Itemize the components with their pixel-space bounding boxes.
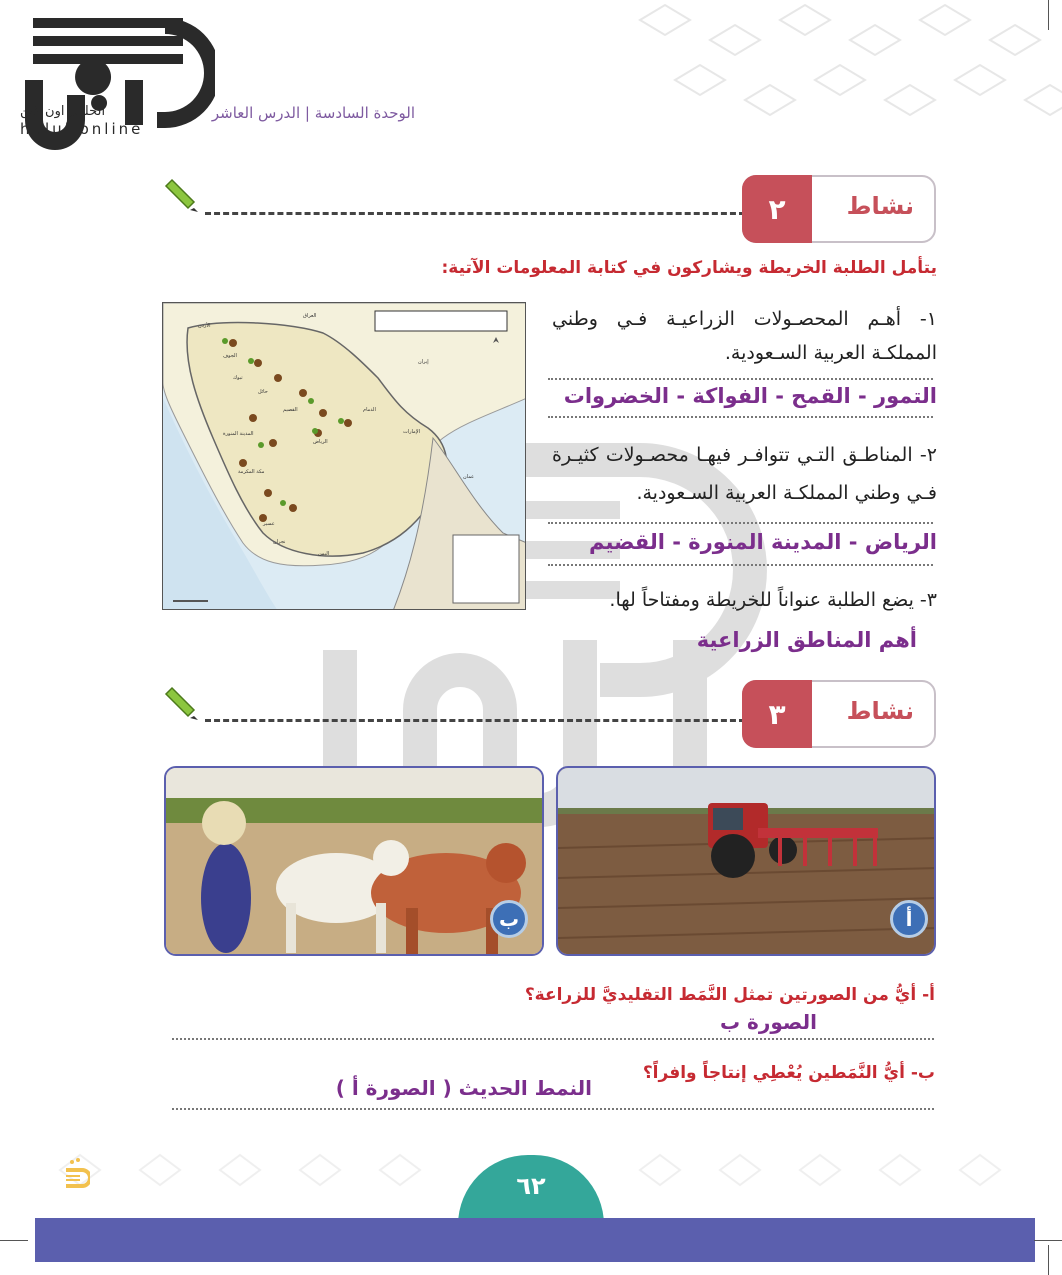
svg-text:القصيم: القصيم bbox=[283, 407, 298, 413]
lesson-title: الوحدة السادسة | الدرس العاشر bbox=[211, 104, 415, 122]
crop-mark bbox=[1034, 1240, 1062, 1241]
activity-number: ٣ bbox=[742, 680, 812, 748]
svg-text:المدينة المنورة: المدينة المنورة bbox=[223, 431, 254, 437]
question-1: ١- أهـم المحصـولات الزراعيـة فـي وطني المملكـة العربية السـعودية. bbox=[552, 308, 937, 364]
crop-mark bbox=[1048, 0, 1049, 30]
photo-traditional-farming bbox=[164, 766, 544, 956]
answer-line-b bbox=[172, 1108, 934, 1110]
saudi-agriculture-map bbox=[162, 302, 526, 610]
svg-text:اليمن: اليمن bbox=[318, 551, 330, 557]
question-3: ٣- يضع الطلبة عنواناً للخريطة ومفتاحاً لها. bbox=[609, 589, 937, 611]
background-pattern bbox=[620, 0, 1062, 150]
activity-2-banner bbox=[742, 175, 936, 243]
photo-a-badge: أ bbox=[890, 900, 928, 938]
answer-3: أهم المناطق الزراعية bbox=[696, 628, 917, 652]
answer-line-a bbox=[172, 1038, 934, 1040]
photo-modern-farming bbox=[556, 766, 936, 956]
question-a: أ- أيُّ من الصورتين تمثل النَّمَط التقليديَّ للزراعة؟ bbox=[524, 985, 935, 1005]
svg-text:تبوك: تبوك bbox=[233, 375, 243, 381]
svg-text:عسير: عسير bbox=[263, 521, 275, 527]
activity-number: ٢ bbox=[742, 175, 812, 243]
svg-text:الجوف: الجوف bbox=[223, 353, 237, 359]
svg-text:الإمارات: الإمارات bbox=[403, 429, 420, 435]
answer-a: الصورة ب bbox=[720, 1010, 817, 1034]
pencil-icon bbox=[164, 176, 200, 212]
logo-subtitle-english: hulul.online bbox=[20, 120, 144, 138]
dashed-separator bbox=[205, 719, 745, 722]
pencil-icon bbox=[164, 684, 200, 720]
activity-3-banner bbox=[742, 680, 936, 748]
activity-label: نشاط bbox=[846, 697, 914, 725]
answer-2: الرياض - المدينة المنورة - القضيم bbox=[589, 530, 937, 554]
svg-text:إيران: إيران bbox=[418, 359, 429, 365]
svg-text:الأردن: الأردن bbox=[198, 323, 211, 329]
dashed-separator bbox=[205, 212, 745, 215]
answer-line-2b bbox=[548, 564, 933, 566]
svg-text:مكة المكرمة: مكة المكرمة bbox=[238, 469, 265, 475]
svg-text:العراق: العراق bbox=[303, 313, 317, 319]
svg-text:نجران: نجران bbox=[273, 539, 286, 545]
logo-subtitle-arabic: الحلول اون لاين bbox=[20, 104, 106, 119]
answer-1: التمور - القمح - الفواكة - الخضروات bbox=[563, 384, 937, 408]
svg-text:حائل: حائل bbox=[258, 389, 268, 395]
activity-instruction: يتأمل الطلبة الخريطة ويشاركون في كتابة المعلومات الآتية: bbox=[441, 258, 937, 278]
answer-line-1 bbox=[548, 378, 933, 380]
question-b: ب- أيُّ النَّمَطين يُعْطِي إنتاجاً وافراً؟ bbox=[642, 1063, 935, 1083]
question-2: ٢- المناطـق التـي تتوافـر فيهـا محصـولات كثيـرة فـي وطني المملكـة العربية السـعودية. bbox=[552, 444, 937, 504]
crop-mark bbox=[0, 1240, 28, 1241]
svg-text:الدمام: الدمام bbox=[363, 407, 376, 413]
photo-b-badge: ب bbox=[490, 900, 528, 938]
activity-label: نشاط bbox=[846, 192, 914, 220]
answer-line-2 bbox=[548, 522, 933, 524]
answer-line-1b bbox=[548, 416, 933, 418]
corner-logo-icon bbox=[62, 1156, 90, 1196]
footer-bar bbox=[35, 1218, 1035, 1262]
crop-mark bbox=[1048, 1245, 1049, 1275]
svg-text:الرياض: الرياض bbox=[313, 439, 328, 445]
page-number: ٦٢ bbox=[516, 1172, 546, 1200]
answer-b: النمط الحديث ( الصورة أ ) bbox=[335, 1076, 592, 1100]
svg-text:عمان: عمان bbox=[463, 474, 475, 480]
